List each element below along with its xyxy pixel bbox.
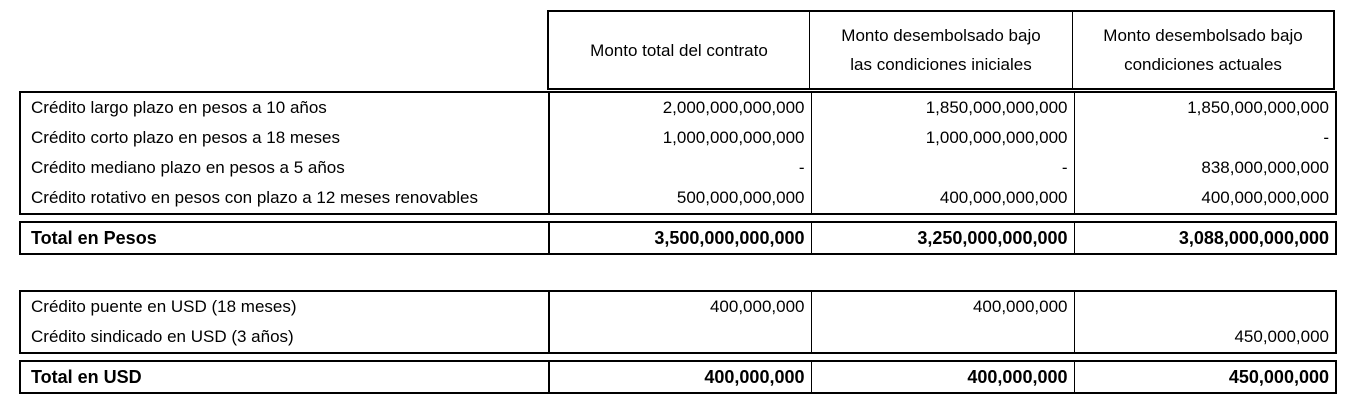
total-monto-total: 3,500,000,000,000 [549, 222, 811, 254]
value-monto-total [549, 322, 811, 353]
total-monto-inicial: 400,000,000 [811, 361, 1074, 393]
table-row [20, 92, 1336, 123]
header-condiciones-actuales-text [1103, 21, 1302, 79]
value-monto-total: 500,000,000,000 [549, 183, 811, 214]
value-monto-inicial: 1,000,000,000,000 [811, 123, 1074, 153]
pesos-total-table [19, 221, 1337, 255]
row-label: Crédito puente en USD (18 meses) [20, 291, 549, 322]
row-label: Crédito largo plazo en pesos a 10 años [20, 92, 549, 123]
value-monto-actual [1074, 291, 1336, 322]
value-monto-total: - [549, 153, 811, 183]
value-monto-actual: 450,000,000 [1234, 327, 1329, 346]
total-label: Total en USD [20, 361, 549, 393]
value-monto-total: 2,000,000,000,000 [549, 92, 811, 123]
row-label: Crédito rotativo en pesos con plazo a 12 meses renovables [20, 183, 549, 214]
header-condiciones-actuales [1073, 12, 1333, 88]
total-row-usd [20, 361, 1336, 393]
table-row [20, 183, 1336, 214]
value-monto-total: 1,000,000,000,000 [549, 123, 811, 153]
value-monto-actual: - [1323, 128, 1329, 147]
row-label: Crédito mediano plazo en pesos a 5 años [20, 153, 549, 183]
table-row [20, 291, 1336, 322]
header-condiciones-iniciales-line1: Monto desembolsado bajo [841, 26, 1041, 45]
table-row [20, 153, 1336, 183]
total-monto-actual: 450,000,000 [1228, 367, 1329, 387]
value-monto-inicial [811, 322, 1074, 353]
usd-detail-table [19, 290, 1337, 354]
header-condiciones-actuales-line1: Monto desembolsado bajo [1103, 26, 1303, 45]
table-row [20, 322, 1336, 353]
header-monto-total-text: Monto total del contrato [590, 40, 768, 60]
row-label: Crédito sindicado en USD (3 años) [20, 322, 549, 353]
total-monto-inicial: 3,250,000,000,000 [811, 222, 1074, 254]
value-monto-actual: 400,000,000,000 [1201, 188, 1329, 207]
total-row-pesos [20, 222, 1336, 254]
value-monto-actual: 1,850,000,000,000 [1187, 98, 1329, 117]
total-monto-total: 400,000,000 [549, 361, 811, 393]
table-row [20, 123, 1336, 153]
value-monto-inicial: 1,850,000,000,000 [811, 92, 1074, 123]
value-monto-inicial: - [811, 153, 1074, 183]
total-label: Total en Pesos [20, 222, 549, 254]
value-monto-actual: 838,000,000,000 [1201, 158, 1329, 177]
header-condiciones-iniciales [810, 12, 1073, 88]
value-monto-inicial: 400,000,000 [811, 291, 1074, 322]
header-condiciones-iniciales-text [841, 21, 1040, 79]
header-condiciones-iniciales-line2: las condiciones iniciales [850, 55, 1032, 74]
value-monto-total: 400,000,000 [549, 291, 811, 322]
pesos-detail-table [19, 91, 1337, 215]
column-header-box [547, 10, 1335, 90]
row-label: Crédito corto plazo en pesos a 18 meses [20, 123, 549, 153]
header-monto-total [549, 12, 810, 88]
total-monto-actual: 3,088,000,000,000 [1178, 228, 1329, 248]
value-monto-inicial: 400,000,000,000 [811, 183, 1074, 214]
header-condiciones-actuales-line2: condiciones actuales [1124, 55, 1282, 74]
usd-total-table [19, 360, 1337, 394]
